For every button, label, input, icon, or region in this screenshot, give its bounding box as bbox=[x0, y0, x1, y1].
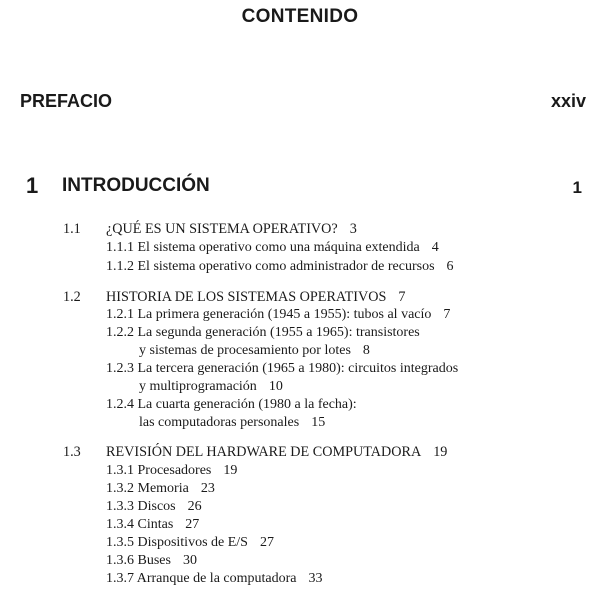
subsection-number: 1.3.7 bbox=[106, 571, 134, 586]
subsection-continuation bbox=[139, 379, 283, 395]
subsection-continuation bbox=[139, 343, 370, 359]
page-number: 7 bbox=[443, 307, 451, 322]
subsection-title: El sistema operativo como una máquina extendida bbox=[137, 240, 420, 255]
page-number: 3 bbox=[349, 221, 357, 237]
subsection-title: El sistema operativo como administrador de recursos bbox=[137, 259, 435, 274]
subsection-number: 1.2.1 bbox=[106, 307, 134, 322]
subsection-number: 1.3.3 bbox=[106, 499, 134, 514]
subsection-title: La primera generación (1945 a 1955): tubos al vacío bbox=[137, 307, 432, 322]
subsection-title: Cintas bbox=[137, 517, 174, 532]
subsection-entry bbox=[106, 259, 454, 275]
page-title: CONTENIDO bbox=[241, 6, 359, 27]
page-number: 23 bbox=[200, 481, 215, 496]
subsection-title: Dispositivos de E/S bbox=[137, 535, 248, 550]
subsection-number: 1.3.1 bbox=[106, 463, 134, 478]
subsection-title: Arranque de la computadora bbox=[136, 571, 297, 586]
section-title: ¿QUÉ ES UN SISTEMA OPERATIVO? bbox=[106, 221, 338, 237]
subsection-number: 1.3.2 bbox=[106, 481, 134, 496]
subsection-number: 1.2.2 bbox=[106, 325, 134, 340]
page-number: 4 bbox=[431, 240, 439, 255]
subsection-title: La tercera generación (1965 a 1980): circuitos integrados bbox=[137, 361, 459, 376]
page-number: 15 bbox=[311, 415, 326, 430]
page-number: 19 bbox=[223, 463, 238, 478]
chapter-title: INTRODUCCIÓN bbox=[62, 175, 210, 196]
chapter-number: 1 bbox=[26, 173, 39, 198]
section-entry bbox=[106, 444, 447, 461]
page-number: 33 bbox=[308, 571, 323, 586]
chapter-page-number: 1 bbox=[572, 178, 582, 197]
subsection-entry bbox=[106, 517, 199, 533]
subsection-entry bbox=[106, 463, 237, 479]
subsection-number: 1.3.5 bbox=[106, 535, 134, 550]
preface-page-number: xxiv bbox=[550, 91, 586, 111]
subsection-title-continued: las computadoras personales bbox=[139, 415, 300, 430]
section-title: REVISIÓN DEL HARDWARE DE COMPUTADORA bbox=[106, 444, 422, 460]
page-number: 19 bbox=[433, 444, 448, 460]
section-title: HISTORIA DE LOS SISTEMAS OPERATIVOS bbox=[106, 289, 387, 305]
subsection-number: 1.3.6 bbox=[106, 553, 134, 568]
subsection-number: 1.1.1 bbox=[106, 240, 134, 255]
section-entry bbox=[106, 289, 405, 306]
page-number: 8 bbox=[362, 343, 370, 358]
subsection-title-continued: y sistemas de procesamiento por lotes bbox=[139, 343, 351, 358]
section-entry bbox=[106, 221, 357, 238]
subsection-number: 1.1.2 bbox=[106, 259, 134, 274]
page-number: 27 bbox=[259, 535, 274, 550]
subsection-entry bbox=[106, 361, 458, 377]
page-number: 26 bbox=[187, 499, 202, 514]
subsection-title: Memoria bbox=[137, 481, 189, 496]
subsection-entry bbox=[106, 535, 274, 551]
page-number: 6 bbox=[446, 259, 454, 274]
subsection-title: La segunda generación (1955 a 1965): transistores bbox=[137, 325, 420, 340]
subsection-title: Discos bbox=[137, 499, 176, 514]
subsection-entry bbox=[106, 397, 357, 413]
subsection-continuation bbox=[139, 415, 325, 431]
subsection-number: 1.3.4 bbox=[106, 517, 134, 532]
subsection-title-continued: y multiprogramación bbox=[139, 379, 257, 394]
subsection-entry bbox=[106, 481, 215, 497]
subsection-entry bbox=[106, 307, 450, 323]
subsection-number: 1.2.3 bbox=[106, 361, 134, 376]
page-number: 10 bbox=[268, 379, 283, 394]
subsection-entry bbox=[106, 499, 202, 515]
preface-heading: PREFACIO bbox=[20, 91, 113, 111]
subsection-entry bbox=[106, 240, 439, 256]
page-number: 7 bbox=[398, 289, 406, 305]
subsection-entry bbox=[106, 571, 323, 587]
page-number: 30 bbox=[182, 553, 197, 568]
page-number: 27 bbox=[185, 517, 200, 532]
subsection-title: Procesadores bbox=[137, 463, 212, 478]
subsection-number: 1.2.4 bbox=[106, 397, 134, 412]
subsection-title: Buses bbox=[137, 553, 171, 568]
section-number: 1.1 bbox=[63, 221, 81, 237]
subsection-entry bbox=[106, 325, 420, 341]
section-number: 1.2 bbox=[63, 289, 81, 305]
section-number: 1.3 bbox=[63, 444, 81, 460]
subsection-entry bbox=[106, 553, 197, 569]
subsection-title: La cuarta generación (1980 a la fecha): bbox=[137, 397, 357, 412]
